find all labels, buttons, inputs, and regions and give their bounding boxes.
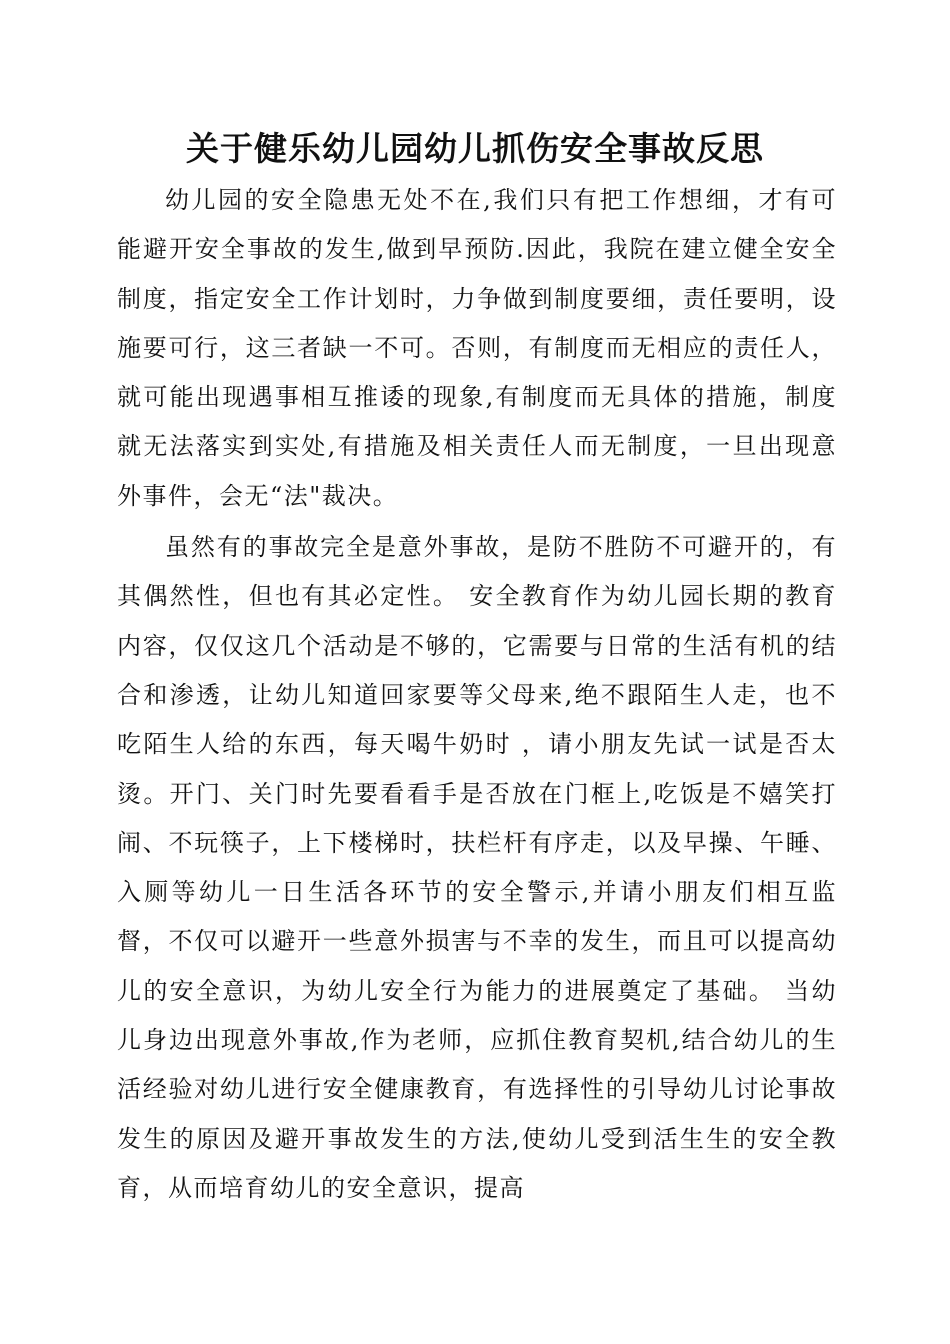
document-title: 关于健乐幼儿园幼儿抓伤安全事故反思	[186, 129, 764, 168]
document-body	[117, 176, 837, 1213]
paragraph-1: 幼儿园的安全隐患无处不在,我们只有把工作想细，才有可能避开安全事故的发生,做到早预防.因此，我院在建立健全安全制度，指定安全工作计划时，力争做到制度要细，责任要明，设施要可行，这三者缺一不可。否则，有制度而无相应的责任人，就可能出现遇事相互推诿的现象,有制度而无具体的措施，制度就无法落实到实处,有措施及相关责任人而无制度，一旦出现意外事件，会无“法"裁决。	[117, 186, 837, 510]
paragraph-2: 虽然有的事故完全是意外事故，是防不胜防不可避开的，有其偶然性，但也有其必定性。 安全教育作为幼儿园长期的教育内容，仅仅这几个活动是不够的，它需要与日常的生活有机的结合和渗透，让幼儿知道回家要等父母来,绝不跟陌生人走，也不吃陌生人给的东西，每天喝牛奶时 ，请小朋友先试一试是否太烫。开门、关门时先要看看手是否放在门框上,吃饭是不嬉笑打闹、不玩筷子，上下楼梯时，扶栏杆有序走，以及早操、午睡、入厕等幼儿一日生活各环节的安全警示,并请小朋友们相互监督，不仅可以避开一些意外损害与不幸的发生，而且可以提高幼儿的安全意识，为幼儿安全行为能力的进展奠定了基础。 当幼儿身边出现意外事故,作为老师，应抓住教育契机,结合幼儿的生活经验对幼儿进行安全健康教育，有选择性的引导幼儿讨论事故发生的原因及避开事故发生的方法,使幼儿受到活生生的安全教育，从而培育幼儿的安全意识，提高	[117, 533, 837, 1202]
